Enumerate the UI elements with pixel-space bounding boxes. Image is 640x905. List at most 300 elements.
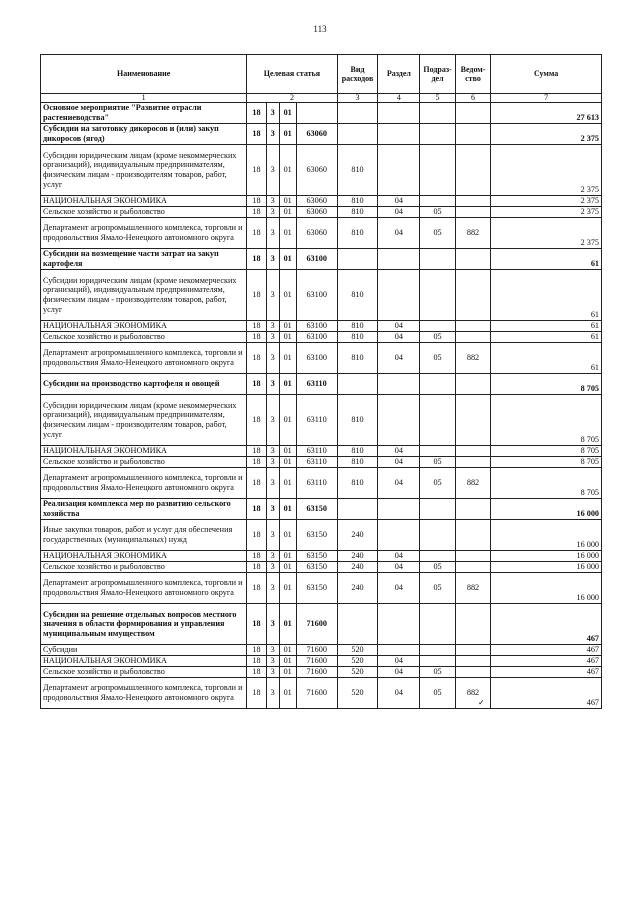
target-code-program: 18 bbox=[247, 145, 266, 196]
table-row bbox=[41, 468, 602, 499]
target-code-direction: 71600 bbox=[296, 645, 337, 656]
expense-type-cell bbox=[337, 249, 378, 270]
target-code-direction: 63060 bbox=[296, 207, 337, 218]
table-row bbox=[41, 145, 602, 196]
column-number: 6 bbox=[455, 94, 490, 103]
row-name: Департамент агропромышленного комплекса, торговли и продовольствия Ямало-Ненецкого автономного округа bbox=[41, 573, 247, 604]
target-code-direction: 63060 bbox=[296, 196, 337, 207]
target-code-program: 18 bbox=[247, 562, 266, 573]
expense-type-cell: 520 bbox=[337, 656, 378, 667]
target-code-subprogram: 3 bbox=[266, 645, 279, 656]
department-cell bbox=[455, 395, 490, 446]
table-row bbox=[41, 196, 602, 207]
target-code-program: 18 bbox=[247, 468, 266, 499]
sum-cell: 467 bbox=[491, 667, 602, 678]
expense-type-cell: 240 bbox=[337, 520, 378, 551]
target-code-program: 18 bbox=[247, 270, 266, 321]
target-code-program: 18 bbox=[247, 207, 266, 218]
target-code-event: 01 bbox=[279, 645, 296, 656]
section-cell bbox=[378, 499, 420, 520]
target-code-direction: 63150 bbox=[296, 499, 337, 520]
sum-cell: 61 bbox=[491, 321, 602, 332]
expense-type-cell: 810 bbox=[337, 218, 378, 249]
target-code-direction: 63110 bbox=[296, 395, 337, 446]
subsection-cell bbox=[420, 656, 455, 667]
target-code-subprogram: 3 bbox=[266, 468, 279, 499]
row-name: Субсидии юридическим лицам (кроме некоммерческих организаций), индивидуальным предпринимателям, физическим лицам - производителям товаров, работ, услуг bbox=[41, 395, 247, 446]
table-row bbox=[41, 656, 602, 667]
target-code-direction: 63100 bbox=[296, 332, 337, 343]
header-department: Ведом-ство bbox=[455, 55, 490, 94]
section-cell: 04 bbox=[378, 196, 420, 207]
table-row bbox=[41, 332, 602, 343]
department-cell bbox=[455, 207, 490, 218]
target-code-event: 01 bbox=[279, 124, 296, 145]
table-row bbox=[41, 645, 602, 656]
target-code-subprogram: 3 bbox=[266, 520, 279, 551]
row-name: Реализация комплекса мер по развитию сельского хозяйства bbox=[41, 499, 247, 520]
expense-type-cell: 240 bbox=[337, 573, 378, 604]
table-row bbox=[41, 321, 602, 332]
target-code-subprogram: 3 bbox=[266, 499, 279, 520]
row-name: Субсидии на заготовку дикоросов и (или) закуп дикоросов (ягод) bbox=[41, 124, 247, 145]
table-row bbox=[41, 270, 602, 321]
department-cell bbox=[455, 645, 490, 656]
subsection-cell bbox=[420, 645, 455, 656]
subsection-cell bbox=[420, 270, 455, 321]
expense-type-cell: 810 bbox=[337, 321, 378, 332]
sum-cell: 61 bbox=[491, 343, 602, 374]
row-name: Департамент агропромышленного комплекса, торговли и продовольствия Ямало-Ненецкого автономного округа bbox=[41, 468, 247, 499]
target-code-program: 18 bbox=[247, 249, 266, 270]
table-row bbox=[41, 249, 602, 270]
department-cell bbox=[455, 520, 490, 551]
section-cell: 04 bbox=[378, 678, 420, 709]
table-row bbox=[41, 124, 602, 145]
target-code-program: 18 bbox=[247, 446, 266, 457]
row-name: Субсидии bbox=[41, 645, 247, 656]
target-code-event: 01 bbox=[279, 207, 296, 218]
row-name: Сельское хозяйство и рыболовство bbox=[41, 207, 247, 218]
expense-type-cell: 810 bbox=[337, 343, 378, 374]
header-sum: Сумма bbox=[491, 55, 602, 94]
section-cell bbox=[378, 270, 420, 321]
sum-cell: 8 705 bbox=[491, 468, 602, 499]
department-cell: 882 bbox=[455, 343, 490, 374]
section-cell: 04 bbox=[378, 667, 420, 678]
table-row bbox=[41, 499, 602, 520]
row-name: НАЦИОНАЛЬНАЯ ЭКОНОМИКА bbox=[41, 196, 247, 207]
department-cell bbox=[455, 249, 490, 270]
table-row bbox=[41, 374, 602, 395]
sum-cell: 61 bbox=[491, 270, 602, 321]
target-code-event: 01 bbox=[279, 103, 296, 124]
table-row bbox=[41, 103, 602, 124]
row-name: Субсидии на решение отдельных вопросов местного значения в области формирования и управления муниципальным имуществом bbox=[41, 604, 247, 645]
subsection-cell bbox=[420, 124, 455, 145]
target-code-direction: 71600 bbox=[296, 604, 337, 645]
expense-type-cell: 810 bbox=[337, 207, 378, 218]
sum-cell: 61 bbox=[491, 249, 602, 270]
row-name: Сельское хозяйство и рыболовство bbox=[41, 457, 247, 468]
subsection-cell: 05 bbox=[420, 573, 455, 604]
subsection-cell: 05 bbox=[420, 207, 455, 218]
expense-type-cell bbox=[337, 374, 378, 395]
sum-cell: 61 bbox=[491, 332, 602, 343]
target-code-event: 01 bbox=[279, 145, 296, 196]
target-code-program: 18 bbox=[247, 573, 266, 604]
target-code-event: 01 bbox=[279, 395, 296, 446]
target-code-subprogram: 3 bbox=[266, 124, 279, 145]
sum-cell: 467 bbox=[491, 678, 602, 709]
subsection-cell: 05 bbox=[420, 562, 455, 573]
section-cell bbox=[378, 395, 420, 446]
department-cell: 882 bbox=[455, 468, 490, 499]
target-code-program: 18 bbox=[247, 604, 266, 645]
department-cell bbox=[455, 457, 490, 468]
subsection-cell: 05 bbox=[420, 667, 455, 678]
target-code-event: 01 bbox=[279, 343, 296, 374]
target-code-subprogram: 3 bbox=[266, 573, 279, 604]
table-body bbox=[41, 103, 602, 709]
target-code-subprogram: 3 bbox=[266, 249, 279, 270]
sum-cell: 16 000 bbox=[491, 573, 602, 604]
sum-cell: 2 375 bbox=[491, 196, 602, 207]
subsection-cell bbox=[420, 374, 455, 395]
department-cell bbox=[455, 145, 490, 196]
department-cell bbox=[455, 270, 490, 321]
target-code-subprogram: 3 bbox=[266, 196, 279, 207]
target-code-direction: 63150 bbox=[296, 573, 337, 604]
target-code-direction: 63100 bbox=[296, 321, 337, 332]
target-code-event: 01 bbox=[279, 667, 296, 678]
section-cell: 04 bbox=[378, 321, 420, 332]
department-cell: 882 bbox=[455, 678, 490, 709]
target-code-subprogram: 3 bbox=[266, 374, 279, 395]
header-subsection: Подраз-дел bbox=[420, 55, 455, 94]
target-code-direction: 63110 bbox=[296, 446, 337, 457]
target-code-subprogram: 3 bbox=[266, 562, 279, 573]
table-row bbox=[41, 207, 602, 218]
target-code-program: 18 bbox=[247, 499, 266, 520]
department-cell: 882 bbox=[455, 218, 490, 249]
section-cell: 04 bbox=[378, 656, 420, 667]
row-name: НАЦИОНАЛЬНАЯ ЭКОНОМИКА bbox=[41, 321, 247, 332]
table-row bbox=[41, 667, 602, 678]
row-name: Сельское хозяйство и рыболовство bbox=[41, 332, 247, 343]
section-cell bbox=[378, 103, 420, 124]
subsection-cell: 05 bbox=[420, 457, 455, 468]
target-code-direction: 63100 bbox=[296, 249, 337, 270]
expense-type-cell: 240 bbox=[337, 551, 378, 562]
sum-cell: 16 000 bbox=[491, 562, 602, 573]
target-code-direction: 71600 bbox=[296, 656, 337, 667]
target-code-direction: 63100 bbox=[296, 343, 337, 374]
target-code-subprogram: 3 bbox=[266, 145, 279, 196]
target-code-subprogram: 3 bbox=[266, 604, 279, 645]
table-row bbox=[41, 678, 602, 709]
section-cell: 04 bbox=[378, 573, 420, 604]
department-cell bbox=[455, 562, 490, 573]
subsection-cell: 05 bbox=[420, 332, 455, 343]
header-row bbox=[41, 55, 602, 94]
department-cell bbox=[455, 103, 490, 124]
department-cell bbox=[455, 667, 490, 678]
expense-type-cell bbox=[337, 103, 378, 124]
header-name: Наименование bbox=[41, 55, 247, 94]
expense-type-cell: 810 bbox=[337, 145, 378, 196]
target-code-direction bbox=[296, 103, 337, 124]
department-cell bbox=[455, 656, 490, 667]
target-code-event: 01 bbox=[279, 446, 296, 457]
table-row bbox=[41, 446, 602, 457]
target-code-subprogram: 3 bbox=[266, 678, 279, 709]
target-code-subprogram: 3 bbox=[266, 395, 279, 446]
target-code-program: 18 bbox=[247, 103, 266, 124]
subsection-cell: 05 bbox=[420, 678, 455, 709]
sum-cell: 2 375 bbox=[491, 207, 602, 218]
target-code-event: 01 bbox=[279, 604, 296, 645]
subsection-cell bbox=[420, 604, 455, 645]
target-code-subprogram: 3 bbox=[266, 656, 279, 667]
section-cell bbox=[378, 604, 420, 645]
expense-type-cell: 520 bbox=[337, 678, 378, 709]
target-code-program: 18 bbox=[247, 645, 266, 656]
department-cell bbox=[455, 551, 490, 562]
row-name: Субсидии на производство картофеля и овощей bbox=[41, 374, 247, 395]
expense-type-cell: 520 bbox=[337, 667, 378, 678]
target-code-program: 18 bbox=[247, 321, 266, 332]
target-code-subprogram: 3 bbox=[266, 321, 279, 332]
target-code-event: 01 bbox=[279, 321, 296, 332]
table-row bbox=[41, 520, 602, 551]
sum-cell: 8 705 bbox=[491, 457, 602, 468]
target-code-direction: 63150 bbox=[296, 562, 337, 573]
target-code-event: 01 bbox=[279, 562, 296, 573]
target-code-direction: 71600 bbox=[296, 678, 337, 709]
expense-type-cell: 520 bbox=[337, 645, 378, 656]
target-code-direction: 63060 bbox=[296, 124, 337, 145]
section-cell: 04 bbox=[378, 551, 420, 562]
target-code-direction: 63150 bbox=[296, 520, 337, 551]
target-code-direction: 63110 bbox=[296, 468, 337, 499]
target-code-subprogram: 3 bbox=[266, 446, 279, 457]
column-number: 5 bbox=[420, 94, 455, 103]
section-cell: 04 bbox=[378, 468, 420, 499]
sum-cell: 467 bbox=[491, 656, 602, 667]
expense-type-cell bbox=[337, 124, 378, 145]
column-number: 1 bbox=[41, 94, 247, 103]
target-code-subprogram: 3 bbox=[266, 218, 279, 249]
target-code-direction: 63110 bbox=[296, 457, 337, 468]
target-code-event: 01 bbox=[279, 656, 296, 667]
target-code-program: 18 bbox=[247, 374, 266, 395]
subsection-cell bbox=[420, 551, 455, 562]
department-cell bbox=[455, 196, 490, 207]
expense-type-cell bbox=[337, 499, 378, 520]
target-code-subprogram: 3 bbox=[266, 103, 279, 124]
row-name: Сельское хозяйство и рыболовство bbox=[41, 562, 247, 573]
target-code-program: 18 bbox=[247, 551, 266, 562]
column-number: 4 bbox=[378, 94, 420, 103]
department-cell bbox=[455, 499, 490, 520]
table-row bbox=[41, 573, 602, 604]
target-code-program: 18 bbox=[247, 395, 266, 446]
section-cell: 04 bbox=[378, 562, 420, 573]
target-code-event: 01 bbox=[279, 270, 296, 321]
expense-type-cell: 810 bbox=[337, 446, 378, 457]
sum-cell: 16 000 bbox=[491, 499, 602, 520]
table-row bbox=[41, 395, 602, 446]
target-code-direction: 71600 bbox=[296, 667, 337, 678]
row-name: Основное мероприятие "Развитие отрасли растениеводства" bbox=[41, 103, 247, 124]
expense-type-cell: 810 bbox=[337, 395, 378, 446]
target-code-event: 01 bbox=[279, 551, 296, 562]
target-code-event: 01 bbox=[279, 468, 296, 499]
target-code-direction: 63060 bbox=[296, 218, 337, 249]
target-code-event: 01 bbox=[279, 218, 296, 249]
subsection-cell bbox=[420, 499, 455, 520]
target-code-program: 18 bbox=[247, 667, 266, 678]
header-section: Раздел bbox=[378, 55, 420, 94]
subsection-cell bbox=[420, 321, 455, 332]
subsection-cell bbox=[420, 520, 455, 551]
row-name: Департамент агропромышленного комплекса, торговли и продовольствия Ямало-Ненецкого автономного округа bbox=[41, 343, 247, 374]
subsection-cell: 05 bbox=[420, 218, 455, 249]
row-name: НАЦИОНАЛЬНАЯ ЭКОНОМИКА bbox=[41, 656, 247, 667]
sum-cell: 8 705 bbox=[491, 374, 602, 395]
target-code-event: 01 bbox=[279, 249, 296, 270]
subsection-cell bbox=[420, 446, 455, 457]
target-code-subprogram: 3 bbox=[266, 207, 279, 218]
target-code-direction: 63060 bbox=[296, 145, 337, 196]
target-code-subprogram: 3 bbox=[266, 667, 279, 678]
subsection-cell bbox=[420, 249, 455, 270]
department-cell bbox=[455, 321, 490, 332]
table-row bbox=[41, 457, 602, 468]
target-code-event: 01 bbox=[279, 196, 296, 207]
target-code-subprogram: 3 bbox=[266, 457, 279, 468]
department-cell bbox=[455, 604, 490, 645]
section-cell: 04 bbox=[378, 332, 420, 343]
section-cell: 04 bbox=[378, 457, 420, 468]
expense-type-cell: 810 bbox=[337, 270, 378, 321]
sum-cell: 8 705 bbox=[491, 446, 602, 457]
target-code-event: 01 bbox=[279, 457, 296, 468]
target-code-event: 01 bbox=[279, 499, 296, 520]
expense-type-cell: 810 bbox=[337, 332, 378, 343]
row-name: Департамент агропромышленного комплекса, торговли и продовольствия Ямало-Ненецкого автономного округа bbox=[41, 218, 247, 249]
target-code-event: 01 bbox=[279, 520, 296, 551]
table-row bbox=[41, 562, 602, 573]
table-row bbox=[41, 551, 602, 562]
target-code-program: 18 bbox=[247, 678, 266, 709]
target-code-program: 18 bbox=[247, 218, 266, 249]
subsection-cell: 05 bbox=[420, 468, 455, 499]
subsection-cell: 05 bbox=[420, 343, 455, 374]
sum-cell: 2 375 bbox=[491, 124, 602, 145]
sum-cell: 8 705 bbox=[491, 395, 602, 446]
sum-cell: 16 000 bbox=[491, 551, 602, 562]
row-name: Субсидии юридическим лицам (кроме некоммерческих организаций), индивидуальным предпринимателям, физическим лицам - производителям товаров, работ, услуг bbox=[41, 145, 247, 196]
column-number: 7 bbox=[491, 94, 602, 103]
row-name: Субсидии юридическим лицам (кроме некоммерческих организаций), индивидуальным предпринимателям, физическим лицам - производителям товаров, работ, услуг bbox=[41, 270, 247, 321]
page-number: 113 bbox=[313, 24, 327, 34]
sum-cell: 16 000 bbox=[491, 520, 602, 551]
department-cell: 882 bbox=[455, 573, 490, 604]
department-cell bbox=[455, 374, 490, 395]
expense-type-cell: 810 bbox=[337, 196, 378, 207]
target-code-program: 18 bbox=[247, 520, 266, 551]
row-name: НАЦИОНАЛЬНАЯ ЭКОНОМИКА bbox=[41, 446, 247, 457]
row-name: Сельское хозяйство и рыболовство bbox=[41, 667, 247, 678]
subsection-cell bbox=[420, 145, 455, 196]
target-code-direction: 63100 bbox=[296, 270, 337, 321]
target-code-direction: 63150 bbox=[296, 551, 337, 562]
target-code-subprogram: 3 bbox=[266, 343, 279, 374]
department-cell bbox=[455, 446, 490, 457]
column-numbers-row bbox=[41, 94, 602, 103]
department-cell bbox=[455, 332, 490, 343]
sum-cell: 467 bbox=[491, 604, 602, 645]
subsection-cell bbox=[420, 196, 455, 207]
table-row bbox=[41, 604, 602, 645]
expense-type-cell: 810 bbox=[337, 468, 378, 499]
section-cell: 04 bbox=[378, 218, 420, 249]
target-code-program: 18 bbox=[247, 332, 266, 343]
row-name: НАЦИОНАЛЬНАЯ ЭКОНОМИКА bbox=[41, 551, 247, 562]
section-cell bbox=[378, 645, 420, 656]
target-code-direction: 63110 bbox=[296, 374, 337, 395]
target-code-program: 18 bbox=[247, 343, 266, 374]
target-code-event: 01 bbox=[279, 332, 296, 343]
section-cell bbox=[378, 520, 420, 551]
target-code-subprogram: 3 bbox=[266, 551, 279, 562]
column-number: 2 bbox=[247, 94, 337, 103]
target-code-event: 01 bbox=[279, 573, 296, 604]
budget-table bbox=[40, 54, 602, 709]
sum-cell: 27 613 bbox=[491, 103, 602, 124]
sum-cell: 2 375 bbox=[491, 145, 602, 196]
section-cell bbox=[378, 124, 420, 145]
table-row bbox=[41, 343, 602, 374]
expense-type-cell: 810 bbox=[337, 457, 378, 468]
section-cell: 04 bbox=[378, 446, 420, 457]
row-name: Иные закупки товаров, работ и услуг для обеспечения государственных (муниципальных) нужд bbox=[41, 520, 247, 551]
row-name: Субсидии на возмещение части затрат на закуп картофеля bbox=[41, 249, 247, 270]
section-cell bbox=[378, 249, 420, 270]
subsection-cell bbox=[420, 395, 455, 446]
row-name: Департамент агропромышленного комплекса, торговли и продовольствия Ямало-Ненецкого автономного округа bbox=[41, 678, 247, 709]
subsection-cell bbox=[420, 103, 455, 124]
department-cell bbox=[455, 124, 490, 145]
target-code-program: 18 bbox=[247, 124, 266, 145]
expense-type-cell bbox=[337, 604, 378, 645]
target-code-event: 01 bbox=[279, 678, 296, 709]
sum-cell: 467 bbox=[491, 645, 602, 656]
header-target: Целевая статья bbox=[247, 55, 337, 94]
expense-type-cell: 240 bbox=[337, 562, 378, 573]
section-cell: 04 bbox=[378, 207, 420, 218]
column-number: 3 bbox=[337, 94, 378, 103]
tick-mark-icon: ✓ bbox=[478, 698, 485, 707]
target-code-program: 18 bbox=[247, 457, 266, 468]
target-code-subprogram: 3 bbox=[266, 332, 279, 343]
section-cell: 04 bbox=[378, 343, 420, 374]
sum-cell: 2 375 bbox=[491, 218, 602, 249]
target-code-program: 18 bbox=[247, 656, 266, 667]
table-row bbox=[41, 218, 602, 249]
